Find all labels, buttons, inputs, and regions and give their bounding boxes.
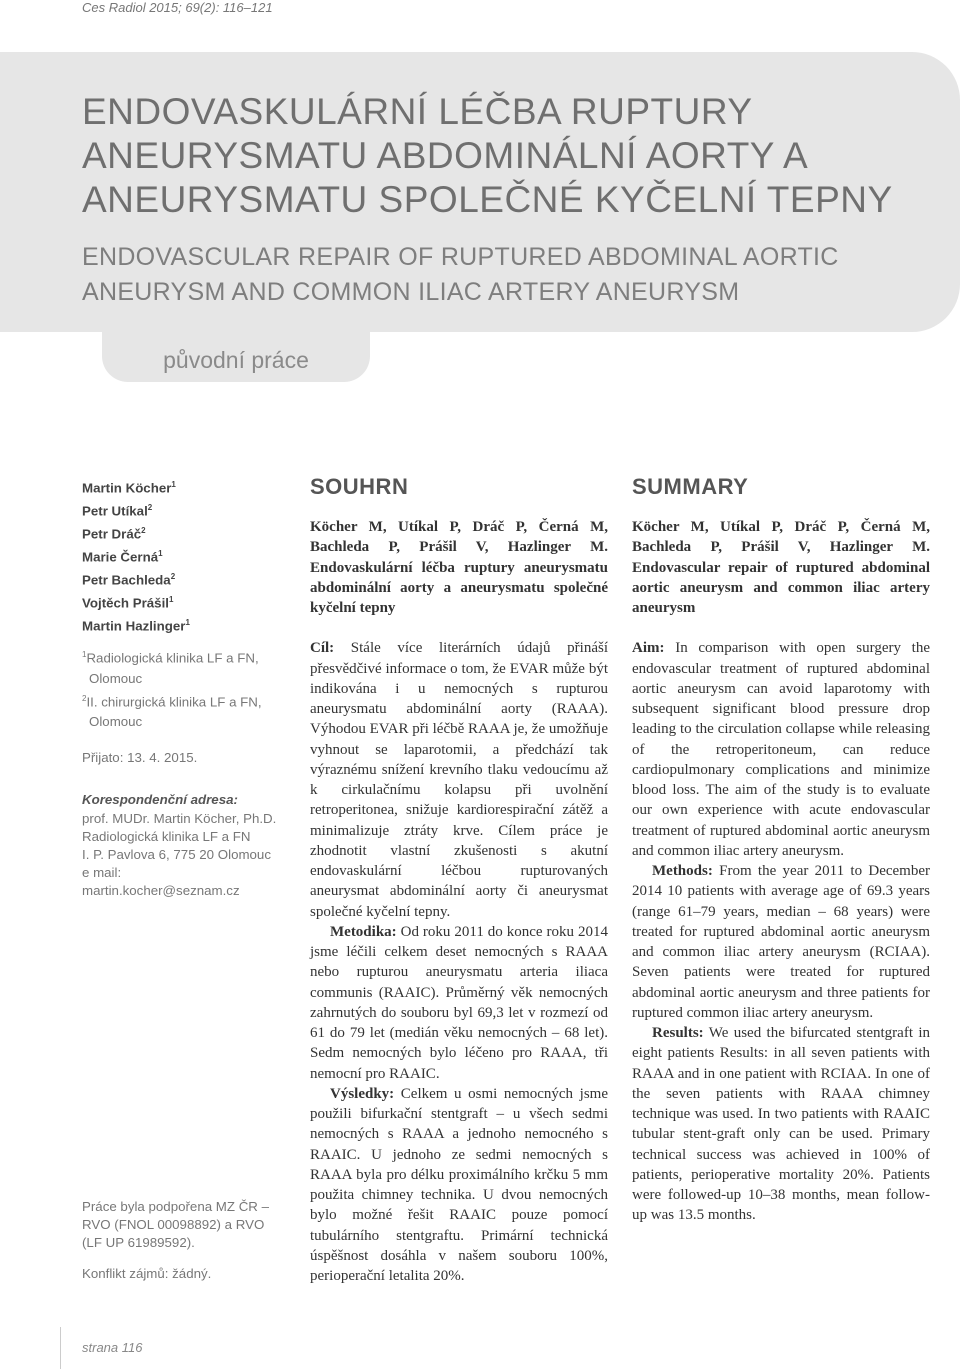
author: Martin Köcher$^1$	[82, 480, 176, 496]
author: Petr Utíkal$^2$	[82, 502, 153, 519]
title-band	[0, 52, 960, 332]
author: Vojtěch Prášil$^1$	[82, 594, 174, 611]
summary-heading: SUMMARY	[632, 474, 749, 499]
funding-note: Práce byla podpořena MZ ČR – RVO (FNOL 00098892) a RVO (LF UP 61989592).	[82, 1199, 269, 1250]
correspondence-line: Radiologická klinika LF a FN	[82, 829, 251, 845]
souhrn-paragraph: Metodika: Od roku 2011 do konce roku 2014 jsme léčili celkem deset nemocných s RAAA nebo rupturou aneurysmatu arteria iliaca communis (RAAIC). Průměrný věk nemocných zahrnutých do souboru byl 69,3 let v rozmezí od 61 do 79 let (medián věku nemocných – 68 let). Sedm nemocných bylo léčeno pro RAAA, tři nemocní pro RAAIC.	[310, 923, 608, 1082]
author: Petr Dráč$^2$	[82, 525, 146, 542]
abstract-english	[632, 474, 930, 1226]
author: Petr Bachleda$^2$	[82, 571, 176, 588]
affiliation: $^2$II. chirurgická klinika LF a FN, Olomouc	[82, 693, 262, 730]
article-type-label: původní práce	[163, 347, 309, 373]
received-date: Přijato: 13. 4. 2015.	[82, 750, 198, 766]
summary-paragraph: Aim: In comparison with open surgery the endovascular treatment of ruptured abdominal aortic aneurysm can avoid laparotomy with subsequent significant blood pressure drop leading to the circulation collapse while releasing of the retroperitoneum, can reduce cardiopulmonary complications and minimize blood loss. The aim of the study is to evaluate our own experience with acute endovascular treatment of ruptured abdominal aortic aneurysm and common iliac artery aneurysm.	[632, 640, 930, 859]
correspondence-heading: Korespondenční adresa:	[82, 792, 238, 808]
affiliations	[82, 645, 282, 732]
summary-paragraph: Results: We used the bifurcated stentgraft in eight patients Results: in all seven patients with RAAA and in one patient with RCIAA. In one of the seven patients with RAAA chimney technique was used. In two patients with RAAIC tubular stent-graft only can be used. Primary technical success was achieved in 100% of patients, perioperative mortality 20%. Patients were followed-up 10–38 months, mean follow-up was 13.5 months.	[632, 1025, 930, 1224]
abstract-czech	[310, 474, 608, 1286]
author: Marie Černá$^1$	[82, 548, 163, 565]
affiliation: $^1$Radiologická klinika LF a FN, Olomouc	[82, 650, 259, 686]
author: Martin Hazlinger$^1$	[82, 617, 190, 633]
article-type-tab	[102, 332, 370, 382]
souhrn-paragraph: Cíl: Stále více literárních údajů přináší přesvědčivé informace o tom, že EVAR může být indikována i u nemocných s rupturou aneurysmatu abdominální aorty (RAAA). Výhodou EVAR při léčbě RAAA je, že umožňuje vyhnout se laparotomii, a předchází tak výraznému snížení krevního tlaku vedoucímu až k cirkulačnímu kolapsu při uvolnění retroperitonea, snižuje kardiorespirační zátěž a minimalizuje ztráty krve. Cílem práce je zhodnotit vlastní zkušenosti s akutní endovaskulární léčbou rupturovaných aneurysmat abdominální aorty či aneurysmat společné kyčelní tepny.	[310, 640, 609, 920]
page-number: strana 116	[82, 1340, 143, 1355]
souhrn-citation: Köcher M, Utíkal P, Dráč P, Černá M, Bachleda P, Prášil V, Hazlinger M. Endovaskulární léčba ruptury aneurysmatu abdominální aorty a aneurysmatu společné kyčelní tepny	[310, 519, 608, 616]
author-info-column	[82, 475, 282, 900]
souhrn-paragraph: Výsledky: Celkem u osmi nemocných jsme použili bifurkační stentgraft – u všech sedmi nemocných s RAAA a jednoho nemocného s RAAIC. U jednoho ze sedmi nemocných s RAAA byla pro délku proximálního krčku 5 mm použita chimney technika. U dvou nemocných bylo možné řešit RAAIC pouze pomocí tubulárního stentgraftu. Primární technická úspěšnost dosáhla v našem souboru 100%, perioperační letalita 20%.	[310, 1085, 608, 1284]
correspondence-line: I. P. Pavlova 6, 775 20 Olomouc	[82, 847, 271, 863]
summary-citation: Köcher M, Utíkal P, Dráč P, Černá M, Bachleda P, Prášil V, Hazlinger M. Endovascular repair of ruptured abdominal aortic aneurysm and common iliac artery aneurysm	[632, 519, 930, 616]
summary-paragraph: Methods: From the year 2011 to December 2014 10 patients with average age of 69.3 years (range 61–79 years, median – 68 years) were treated for ruptured abdominal aortic aneurysm and common iliac artery aneurysm (RCIAA). Seven patients were treated for ruptured abdominal aortic aneurysm and three patients for ruptured common iliac artery aneurysm.	[632, 863, 930, 1021]
conflict-of-interest: Konflikt zájmů: žádný.	[82, 1266, 212, 1281]
journal-reference: Ces Radiol 2015; 69(2): 116–121	[82, 0, 273, 15]
article-title-czech: ENDOVASKULÁRNÍ LÉČBA RUPTURY ANEURYSMATU ABDOMINÁLNÍ AORTY A ANEURYSMATU SPOLEČNÉ KYČELNÍ TEPNY	[82, 91, 893, 220]
footer-divider	[60, 1327, 61, 1369]
correspondence-line: prof. MUDr. Martin Köcher, Ph.D.	[82, 811, 277, 827]
souhrn-heading: SOUHRN	[310, 474, 409, 499]
correspondence-email: e mail: martin.kocher@seznam.cz	[82, 865, 240, 899]
article-title-english: ENDOVASCULAR REPAIR OF RUPTURED ABDOMINAL AORTIC ANEURYSM AND COMMON ILIAC ARTERY ANEURYSM	[82, 243, 839, 306]
